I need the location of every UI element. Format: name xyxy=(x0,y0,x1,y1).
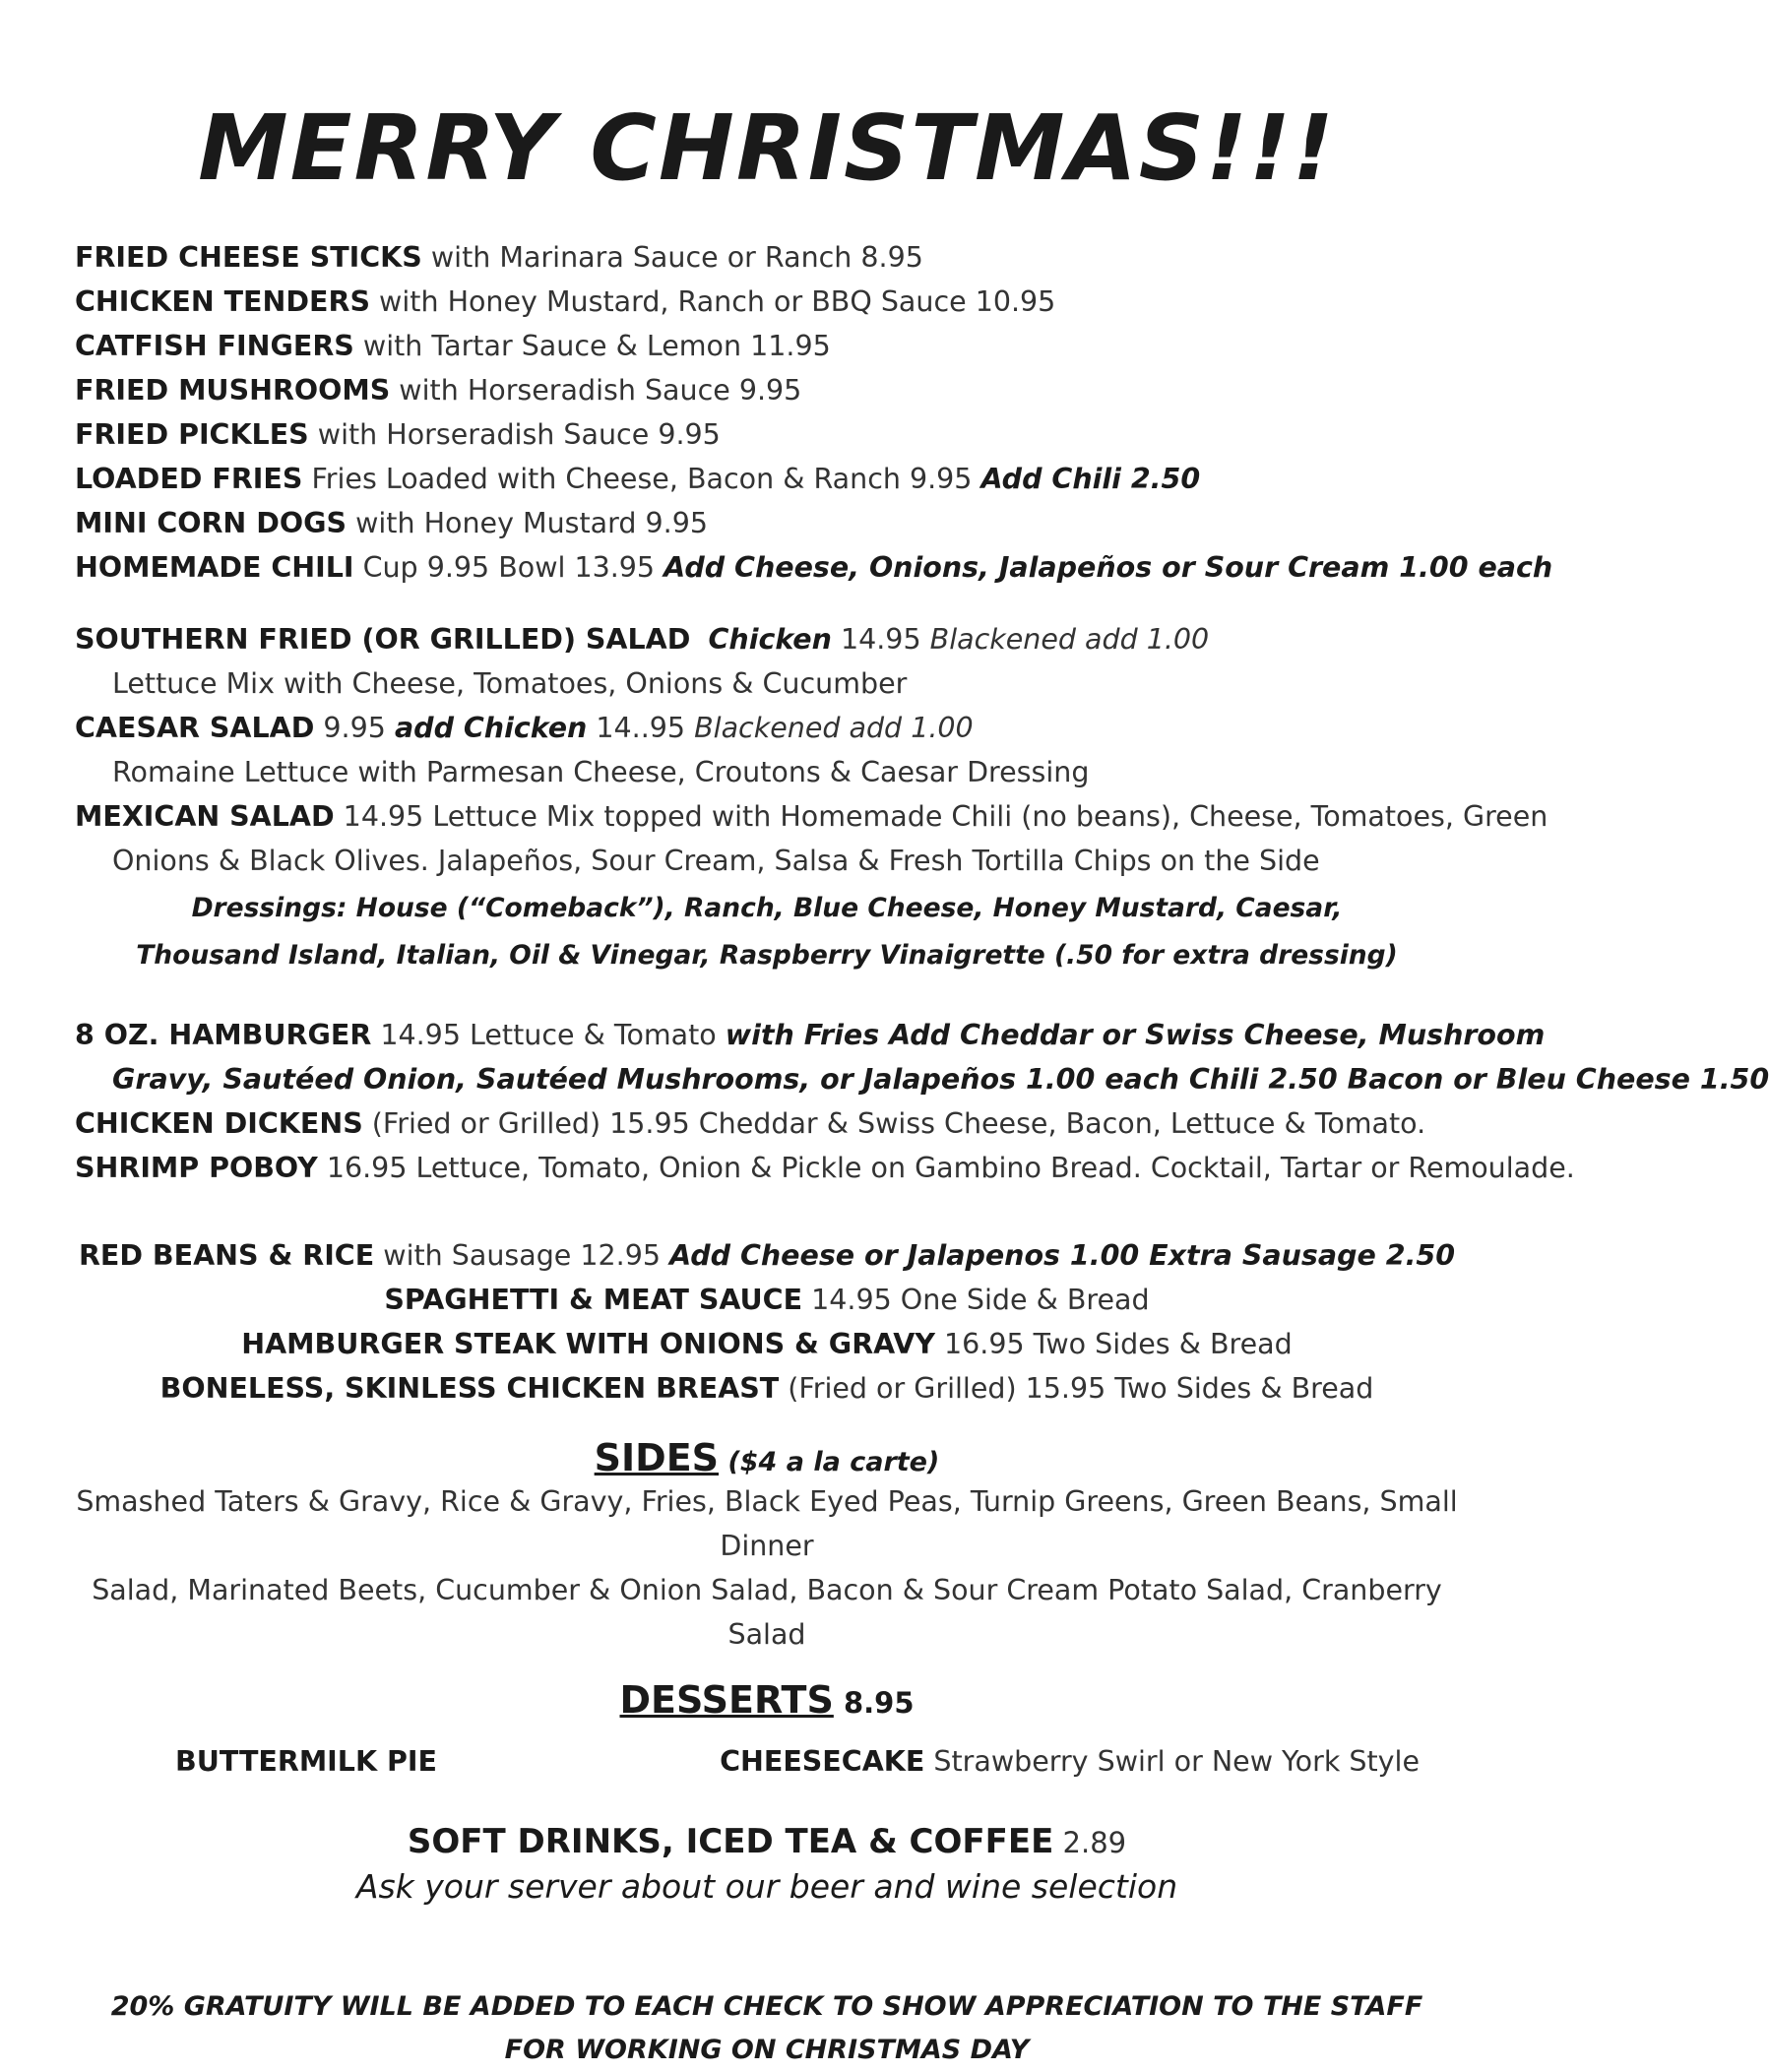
item-desc: with Sausage 12.95 xyxy=(374,1239,670,1272)
item-name: HOMEMADE CHILI xyxy=(75,551,354,584)
menu-item xyxy=(75,368,1459,412)
dressings-line: Thousand Island, Italian, Oil & Vinegar, Raspberry Vinaigrette (.50 for extra dressing) xyxy=(136,940,1398,971)
item-name: FRIED CHEESE STICKS xyxy=(75,241,422,274)
item-name: LOADED FRIES xyxy=(75,463,303,495)
menu-item xyxy=(75,617,1459,661)
dressings-line: Dressings: House (“Comeback”), Ranch, Blue Cheese, Honey Mustard, Caesar, xyxy=(191,893,1343,923)
item-name: SHRIMP POBOY xyxy=(75,1152,318,1184)
menu-item xyxy=(75,1233,1459,1278)
dessert-name: CHEESECAKE xyxy=(720,1745,925,1778)
item-price: 14.95 xyxy=(831,623,930,656)
drinks-price: 2.89 xyxy=(1053,1826,1127,1859)
menu-item xyxy=(75,280,1459,324)
item-desc: (Fried or Grilled) 15.95 Two Sides & Bread xyxy=(779,1372,1374,1405)
item-name: CHICKEN TENDERS xyxy=(75,285,370,318)
item-desc: 16.95 Two Sides & Bread xyxy=(934,1328,1293,1360)
menu-item xyxy=(75,1013,1546,1057)
salads-section xyxy=(75,617,1548,979)
dessert-desc: Strawberry Swirl or New York Style xyxy=(924,1745,1420,1778)
drinks-line xyxy=(75,1819,1459,1865)
item-extra: Blackened add 1.00 xyxy=(694,712,974,744)
desserts-heading xyxy=(75,1678,1459,1722)
sides-line: Smashed Taters & Gravy, Rice & Gravy, Fries, Black Eyed Peas, Turnip Greens, Green Beans, Small Dinner xyxy=(76,1485,1458,1562)
item-name: MINI CORN DOGS xyxy=(75,507,347,539)
menu-item xyxy=(75,324,1459,368)
item-extra: Add Cheese, Onions, Jalapeños or Sour Cream 1.00 each xyxy=(663,551,1553,584)
item-desc: with Tartar Sauce & Lemon 11.95 xyxy=(353,330,831,362)
item-extra: Blackened add 1.00 xyxy=(929,623,1210,656)
gratuity-line: FOR WORKING ON CHRISTMAS DAY xyxy=(504,2035,1030,2065)
item-price: 14..95 xyxy=(587,712,695,744)
item-desc: 16.95 Lettuce, Tomato, Onion & Pickle on Gambino Bread. Cocktail, Tartar or Remoulade. xyxy=(317,1152,1575,1184)
desserts-list xyxy=(75,1739,1459,1784)
dressings-note xyxy=(75,885,1459,979)
item-desc: Romaine Lettuce with Parmesan Cheese, Croutons & Caesar Dressing xyxy=(112,756,1090,788)
menu-item xyxy=(75,1366,1459,1411)
item-desc: with Marinara Sauce or Ranch 8.95 xyxy=(421,241,923,274)
item-extra: Add Chili 2.50 xyxy=(980,463,1201,495)
item-name: HAMBURGER STEAK WITH ONIONS & GRAVY xyxy=(241,1328,935,1360)
item-name: CHICKEN DICKENS xyxy=(75,1107,363,1140)
item-desc: with Honey Mustard, Ranch or BBQ Sauce 10.95 xyxy=(369,285,1056,318)
menu-item xyxy=(75,1146,1575,1190)
item-desc: Onions & Black Olives. Jalapeños, Sour Cream, Salsa & Fresh Tortilla Chips on the Side xyxy=(112,845,1320,877)
item-name: SPAGHETTI & MEAT SAUCE xyxy=(384,1284,803,1316)
menu-item xyxy=(75,545,1553,590)
item-name: BONELESS, SKINLESS CHICKEN BREAST xyxy=(159,1372,780,1405)
dessert-item: BUTTERMILK PIE xyxy=(175,1745,437,1778)
gratuity-notice xyxy=(75,1985,1459,2072)
sandwiches-section xyxy=(75,1013,1769,1190)
item-option: add Chicken xyxy=(394,712,588,744)
item-desc: (Fried or Grilled) 15.95 Cheddar & Swiss Cheese, Bacon, Lettuce & Tomato. xyxy=(362,1107,1426,1140)
item-extra: Add Cheese or Jalapenos 1.00 Extra Sausage 2.50 xyxy=(669,1239,1456,1272)
menu-item xyxy=(75,457,1459,501)
item-desc: Cup 9.95 Bowl 13.95 xyxy=(353,551,664,584)
item-name: 8 OZ. HAMBURGER xyxy=(75,1019,372,1051)
gratuity-line: 20% GRATUITY WILL BE ADDED TO EACH CHECK TO SHOW APPRECIATION TO THE STAFF xyxy=(110,1991,1423,2022)
entrees-section xyxy=(75,1233,1459,1411)
item-name: RED BEANS & RICE xyxy=(78,1239,375,1272)
item-desc: with Horseradish Sauce 9.95 xyxy=(390,374,802,407)
item-extra: with Fries Add Cheddar or Swiss Cheese, Mushroom xyxy=(725,1019,1546,1051)
drinks-name: SOFT DRINKS, ICED TEA & COFFEE xyxy=(407,1822,1054,1861)
item-desc: Lettuce Mix with Cheese, Tomatoes, Onions & Cucumber xyxy=(112,667,908,700)
menu-item xyxy=(75,1278,1459,1322)
desserts-price: 8.95 xyxy=(833,1686,915,1720)
item-name: FRIED MUSHROOMS xyxy=(75,374,391,407)
item-desc: Fries Loaded with Cheese, Bacon & Ranch 9.95 xyxy=(302,463,981,495)
sides-title: SIDES xyxy=(594,1436,720,1479)
item-option: Chicken xyxy=(708,623,832,656)
item-desc: 14.95 One Side & Bread xyxy=(802,1284,1150,1316)
appetizers-section xyxy=(75,235,1553,590)
item-desc: with Horseradish Sauce 9.95 xyxy=(308,418,721,451)
sides-line: Salad, Marinated Beets, Cucumber & Onion Salad, Bacon & Sour Cream Potato Salad, Cranberry Salad xyxy=(92,1574,1442,1651)
drinks-section xyxy=(75,1819,1459,1909)
item-name: SOUTHERN FRIED (OR GRILLED) SALAD xyxy=(75,623,691,656)
drinks-note: Ask your server about our beer and wine selection xyxy=(355,1867,1178,1906)
menu-item xyxy=(75,706,1459,750)
item-desc: with Honey Mustard 9.95 xyxy=(347,507,708,539)
sides-heading xyxy=(75,1436,1459,1479)
menu-item xyxy=(75,1322,1459,1366)
item-name: FRIED PICKLES xyxy=(75,418,309,451)
dessert-item xyxy=(720,1739,1420,1784)
sides-list xyxy=(75,1479,1459,1657)
menu-item xyxy=(75,412,1459,457)
menu-item xyxy=(75,1101,1459,1146)
item-price: 9.95 xyxy=(314,712,395,744)
menu-item xyxy=(75,501,1459,545)
item-name: CAESAR SALAD xyxy=(75,712,315,744)
menu-item xyxy=(75,235,1459,280)
page-title: MERRY CHRISTMAS!!! xyxy=(198,95,1336,201)
item-name: MEXICAN SALAD xyxy=(75,800,335,833)
item-desc: 14.95 Lettuce Mix topped with Homemade Chili (no beans), Cheese, Tomatoes, Green xyxy=(334,800,1548,833)
item-price: 14.95 Lettuce & Tomato xyxy=(371,1019,726,1051)
desserts-title: DESSERTS xyxy=(619,1678,834,1722)
item-extra: Gravy, Sautéed Onion, Sautéed Mushrooms, or Jalapeños 1.00 each Chili 2.50 Bacon or Bleu Cheese 1.50 xyxy=(112,1063,1769,1096)
menu-item xyxy=(75,794,1548,839)
item-name: CATFISH FINGERS xyxy=(75,330,354,362)
sides-note: ($4 a la carte) xyxy=(719,1447,940,1477)
